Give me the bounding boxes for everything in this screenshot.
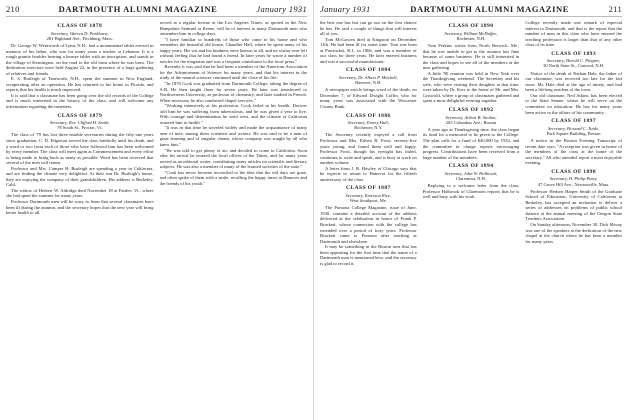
class-secretary: Secretary, Arthur B. Strohm, [445, 114, 497, 120]
paragraph: Professor and Mrs. Camper H. Burleigh are spending a year in California, and are finding the climate very delightful. At their son Dr. Burleigh's house, they are enjoying the company of their grandchildren. His address is Berkeley, Calif. [6, 165, 154, 188]
paragraph: It may be something in the Boston area that has been appearing for the first time that the name of a Dartmouth man is mentioned here, and the secretary is glad to record it. [320, 244, 417, 266]
paragraph: "I have familiar to hundreds of those who came to his home and who remember the beautiful old house, Chandler Hall, where he spent many of his happy years. His wit and his kindness were known to all, and no visitor ever left without feeling that he had found a friend. In later years he wrote a number of articles for the magazine and was a frequent contributor to the local press." [159, 36, 307, 64]
paragraph: On Sunday afternoon, November 30, Dick Mecay was one of the speakers at the dedication of the new chapel at the church where he has been a member for many years. [525, 221, 623, 244]
secretary-address: 30 North State St., Concord, N.H. [543, 63, 605, 69]
running-header [320, 4, 622, 17]
class-secretary: Secretary, Howard C. Tuttle, [547, 125, 600, 131]
secretary-address: Rochester, N.H. [456, 35, 486, 41]
paragraph: E. S. Burleigh of Tamworth, N.H., spent the summer in New England, recuperating after an operation. He has returned to his home in Florida, and reports that his health is much improved. [6, 76, 154, 93]
paragraph: A year ago at Thanksgiving time, the class began its fund for a memorial to be given to the College. The plan calls for a fund of $40,000 by 1932, and the committee in charge reports encouraging progress. Contributions have been received from a large number of the members. [422, 126, 520, 160]
paragraph: A little '90 reunion was held in New York over the Thanksgiving weekend. The Secretary and his wife, who were visiting their daughter at that time, were taken by Dr. Kerr to the home of Mr. and Mrs. Griswold, where a group of classmates gathered and spent a most delightful evening together. [422, 70, 520, 104]
class-secretary: Secretary, Emerson Rice, [345, 192, 391, 198]
class-heading: CLASS OF 1894 [448, 163, 494, 170]
paragraph: "In 1876 Cook was graduated from Dartmouth College, taking the degree of A.B. He then taught there for seven years. He later was transferred to Northwestern University, as professor of chemistry, and later studied in French. When necessary he also conducted chapel services." [159, 81, 307, 103]
secretary-address: 78 South St., Proctor, Vt. [57, 125, 103, 131]
class-heading: CLASS OF 1879 [57, 112, 103, 119]
class-secretary: Secretary, Emery Hull, [347, 120, 389, 126]
paragraph: A newspaper article brings word of the death, on December 7, of Edward Dwight Coffin, who for many years was associated with the Worcester County Bank. [320, 87, 417, 109]
paragraph: the best one has but can go out on the first chance he has. He said a couple of things that will interest all of you. [320, 20, 417, 37]
class-secretary: Secretary, John W. Holbrook, [444, 170, 498, 176]
secretary-address: West Southport, Me. [349, 198, 387, 204]
issue-date: January 1931 [256, 4, 307, 14]
class-heading: CLASS OF 1887 [345, 185, 391, 192]
columns [320, 20, 622, 420]
class-heading: CLASS OF 1898 [551, 168, 597, 175]
class-heading: CLASS OF 1892 [448, 106, 494, 113]
text-column [160, 20, 308, 420]
class-heading: CLASS OF 1878 [57, 23, 103, 29]
secretary-address: Park Square Building, Boston [546, 130, 601, 136]
page-number: 211 [608, 4, 622, 14]
class-secretary: Secretary, Warren D. Parkhurst, [50, 30, 109, 36]
paragraph: The widow of Herbert W. Aldridge died November 18 at Fairlee, Vt., where she had spent the summer for many years. [6, 187, 154, 199]
class-heading: CLASS OF 1886 [345, 112, 391, 119]
paragraph: "He was told to get plenty of air, and decided to come to California. Soon after his arrival he entered the local offices of the Times, and for many years served as an editorial writer, contributing many articles on scientific and literary subjects. He was also a member of many of the learned societies of the state." [159, 147, 307, 170]
paragraph: A notice in the Boston Evening Transcript of recent date says: "A reception was given in honor of the members of the class at the home of the secretary." All who attended report a most enjoyable evening. [525, 138, 623, 166]
secretary-address: 263 Columbus Ave., Boston [445, 119, 497, 125]
magazine-title: DARTMOUTH ALUMNI MAGAZINE [410, 4, 569, 14]
class-heading: CLASS OF 1884 [345, 67, 391, 74]
paragraph: College recently made one remark of especial interest to Dartmouth, and that is the report that the number of men in this class who have entered the teaching profession is larger than that of any other class of its time. [525, 20, 623, 48]
secretary-address: Hanover, N.H. [355, 80, 382, 86]
class-heading: CLASS OF 1890 [448, 23, 494, 29]
running-header [6, 4, 307, 17]
paragraph: It is said that a classmate has been going over the old records of the College and is much interested in the history of the class, and will welcome any information regarding the members. [6, 92, 154, 109]
page-number: 210 [6, 4, 20, 14]
class-secretary: Secretary, Harold C. Pingree, [546, 58, 601, 64]
class-secretary: Secretary, William McDuffee, [444, 30, 498, 36]
class-secretary: Secretary, H. Philip Patey, [549, 176, 598, 182]
paragraph: Dr. George W. Wentworth of Lynn, N.H., had a monumental tablet erected in memory of his father, who was for many years a teacher at Lebanon. It is a rough granite boulder bearing a bronze tablet with an inscription, and stands in the village of Kensington, on the road to the old farm where he was born. The dedication exercises were held August 22, in the presence of a large gathering of relatives and friends. [6, 42, 154, 76]
secretary-address: 47 Grove Hill Ave., Newtonville, Mass. [537, 181, 610, 187]
text-column [320, 20, 417, 420]
text-column [525, 20, 622, 420]
columns [6, 20, 307, 420]
paragraph: Replying to a welcome letter from the class, Professor Holbrook of Claremont reports that he is well and busy with his work. [422, 183, 520, 200]
page-right [314, 0, 628, 420]
paragraph: The Pomona College Magazine, issue of June, 1930, contains a detailed account of the address delivered at the celebration in honor of Frank P. Brackett, whose connection with the college has extended over a period of forty years. Professor Brackett came to Pomona after teaching at Dartmouth and elsewhere. [320, 205, 417, 244]
class-heading: CLASS OF 1897 [551, 118, 597, 125]
paragraph: Our old classmate, Ned Atkins, has been elected to the State Senate, where he will serve on the committee on education. He has for many years been active in the affairs of his community. [525, 92, 623, 115]
magazine-title: DARTMOUTH ALUMNI MAGAZINE [58, 4, 218, 14]
text-column [423, 20, 520, 420]
paragraph: Recently it was said that he had been a member of the American Association for the Advancement of Science for many years, and that his interest in the study of the natural sciences continued until the close of his life. [159, 64, 307, 81]
paragraph: Tom Perkins writes from North Berwick, Me., that he was unable to get to the reunion last June because of some business. He is still interested in the class and hopes to see all of the members at the next gathering. [422, 42, 520, 71]
issue-date: January 1931 [320, 4, 371, 14]
paragraph: Tom McGowen died at Kingston on December 11th. He had been ill for some time. Tom was born at Pawtucket, R.I., in 1866, and was a member of our class for three years. He later entered business and was a successful manufacturer. [320, 36, 417, 64]
paragraph: "Working intensively at his profession, Cook failed in his health. Doctors told him he was suffering from tuberculosis, and he was given a year to live. With courage and determination he went west, and the climate of California restored him to health." [159, 103, 307, 125]
secretary-address: Rochester, N.Y. [354, 125, 383, 131]
paragraph: Notice of the death of Nathan Hale, the father of our classmate, was received too late for the last issue. Mr. Hale died at the age of ninety, and had been a lifelong resident of the town. [525, 70, 623, 93]
text-column [6, 20, 154, 420]
paragraph: The Secretary recently enjoyed a call from Professor and Mrs. Edwin B. Frost, seventy-five years young, and found them well and happy. Professor Frost, though his eyesight has failed, continues to write and speak, and is busy at work on another volume. [320, 132, 417, 166]
class-secretary: Secretary, Dr. Albert P. Mitchell, [339, 74, 398, 80]
paragraph: The class of '79 has lost three notable secretaries during the fifty-one years since graduation. C. D. Edgerton served the class faithfully until his death, and a word or two from each of those who have followed him has been welcomed by every member. The class will meet again at Commencement and every effort is being made to bring back as many as possible. Word has been received that several of the men will return. [6, 132, 154, 166]
secretary-address: Claremont, N.H. [456, 175, 486, 181]
class-heading: CLASS OF 1893 [551, 50, 597, 57]
paragraph: Professor Herbert Harper Smith of the Graduate School of Education, University of California at Berkeley, has accepted an invitation to deliver a series of addresses on problems of public school finance at the annual meeting of the Oregon State Teachers Association. [525, 188, 623, 222]
paragraph: served at a regular lecture at the Los Angeles Times, as quoted in the New Hampshire Sentinel at Keene, will be of interest to many Dartmouth men who remember him in college days. [159, 20, 307, 37]
paragraph: Professor Dartmouth men will be sorry to learn that several classmates have been ill during the autumn, and the secretary hopes that the new year will bring better health to all. [6, 199, 154, 216]
paragraph: A letter from J. B. Hawley of Chicago says that he expects to return to Hanover for the fiftieth anniversary of the class. [320, 165, 417, 182]
paragraph: "Cook has never become reconciled to the idea that the old days are gone, and often spoke of them with a smile, recalling the happy times at Hanover and the friends of his youth." [159, 169, 307, 186]
paragraph: "It was in that time he traveled widely and made the acquaintance of many men of note, among them scientists and writers. He was said to be a man of great learning and of singular charm, whose company was sought by all who knew him." [159, 125, 307, 148]
secretary-address: 281 Highland Ave., Fitchburg, Mass. [46, 35, 113, 41]
class-secretary: Secretary, Rev. Clifford H. Smith, [49, 120, 110, 126]
